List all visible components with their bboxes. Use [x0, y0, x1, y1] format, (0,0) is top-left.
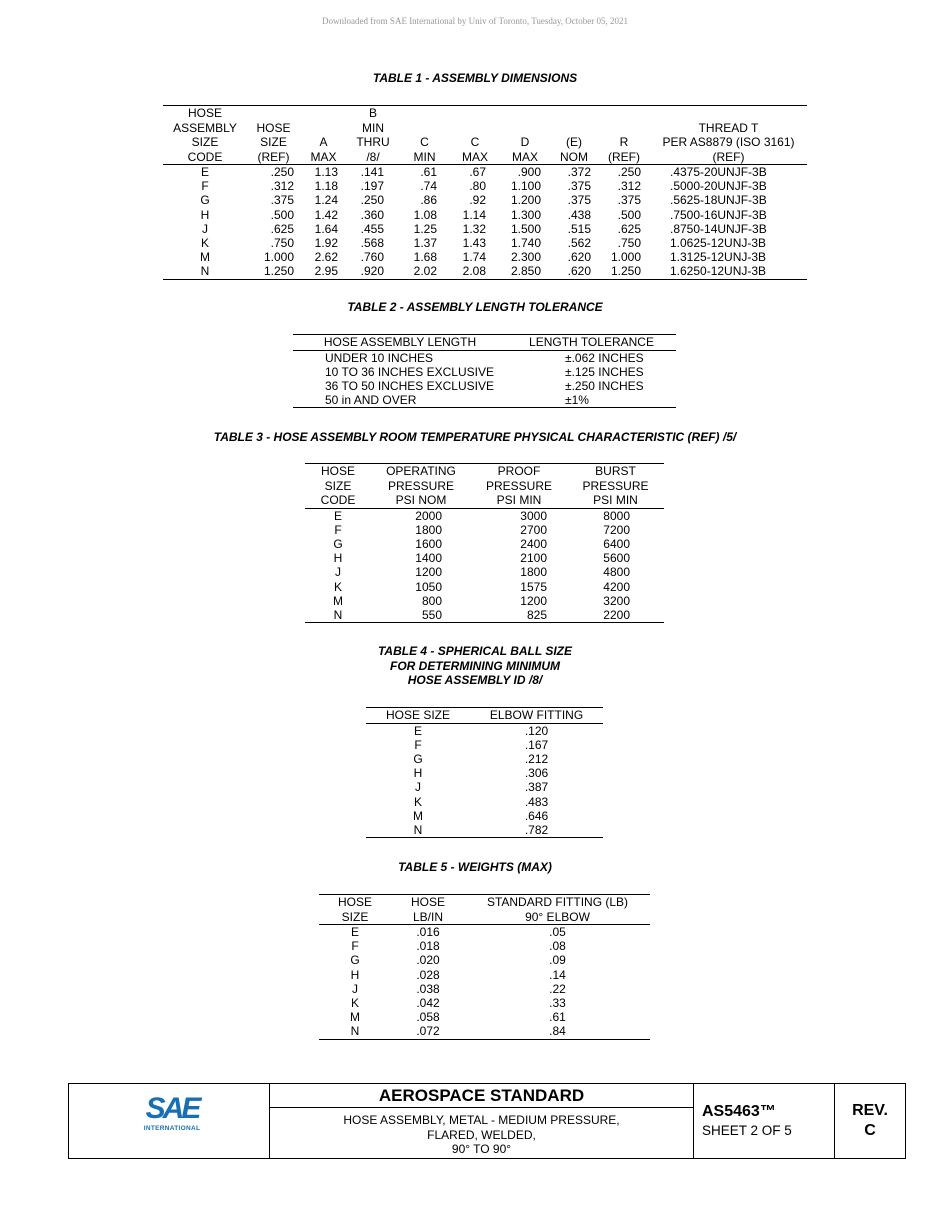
column-header: (E): [566, 135, 582, 149]
sheet-number: SHEET 2 OF 5: [702, 1123, 792, 1138]
column-header: 90° ELBOW: [465, 910, 650, 925]
table-cell: .61: [549, 1010, 566, 1025]
table-row: [319, 996, 650, 1010]
table-row: [366, 795, 603, 809]
column-header: R: [619, 135, 629, 149]
column-header: (REF): [598, 150, 650, 165]
table-cell: ±.125 INCHES: [565, 364, 644, 379]
sae-logo-subtext: INTERNATIONAL: [143, 1125, 201, 1132]
table-cell: 1200: [520, 593, 547, 608]
table-row: [305, 508, 664, 523]
table-cell: 1200: [415, 565, 442, 580]
table-cell: 1.000: [610, 250, 641, 265]
table-cell: .375: [617, 193, 641, 208]
table-row: [319, 968, 650, 982]
table-cell: .500: [617, 207, 641, 222]
table-cell: 1600: [415, 536, 442, 551]
table-row: [366, 752, 603, 766]
column-header: HOSE: [305, 464, 371, 479]
table-cell: 1.000: [263, 250, 294, 265]
column-header-blank: [450, 121, 500, 136]
column-header: PSI NOM: [371, 493, 471, 508]
table1-assembly-dimensions: [163, 105, 807, 280]
table-row: [366, 723, 603, 738]
table-cell: 2200: [567, 608, 664, 623]
table-cell: .625: [617, 221, 641, 236]
column-header-blank: [399, 106, 450, 121]
table-cell: F: [351, 939, 359, 954]
document-number-cell: [694, 1084, 835, 1158]
table-cell: 4200: [603, 579, 630, 594]
table-row: [319, 1024, 650, 1039]
table-cell: 1575: [520, 579, 547, 594]
table-cell: .22: [549, 981, 566, 996]
table-row: [305, 608, 664, 623]
table-cell: .09: [549, 953, 566, 968]
column-header-blank: [598, 121, 650, 136]
table-cell: 1.74: [462, 250, 486, 265]
column-header: LB/IN: [391, 910, 465, 925]
table-cell: 1.92: [314, 236, 338, 251]
table-row: [305, 594, 664, 608]
table-cell: G: [350, 953, 360, 968]
column-header: MAX: [450, 150, 500, 165]
column-header: STANDARD FITTING (LB): [465, 895, 650, 910]
column-header-blank: [500, 106, 550, 121]
table-cell: .250: [270, 165, 294, 179]
table-cell: .375: [567, 179, 591, 194]
table-cell: .167: [524, 737, 549, 752]
table-cell: .14: [549, 967, 566, 982]
table-cell: G: [200, 193, 210, 208]
table-cell: 2.62: [314, 250, 338, 265]
download-banner: Downloaded from SAE International by Univ of Toronto, Tuesday, October 05, 2021: [321, 16, 629, 26]
table-row: [319, 939, 650, 953]
column-header: HOSE: [163, 106, 247, 121]
table-cell: .61: [420, 165, 437, 179]
table-cell: .042: [416, 996, 440, 1011]
column-header: PRESSURE: [387, 478, 455, 493]
column-header: SIZE: [260, 135, 287, 149]
table-cell: .020: [416, 953, 440, 968]
table-cell: .620: [567, 250, 591, 265]
column-header: SIZE: [324, 478, 352, 493]
table-cell: 2100: [520, 551, 547, 566]
table-cell: 1800: [520, 565, 547, 580]
table-cell: 1.3125-12UNJ-3B: [670, 250, 767, 265]
table-cell: .372: [567, 165, 591, 179]
table-cell: E: [413, 723, 422, 738]
table-cell: 2700: [520, 522, 547, 537]
table-cell: 1.32: [462, 221, 486, 236]
column-header: /8/: [347, 150, 399, 165]
table-cell: .141: [360, 165, 384, 179]
table-cell: 10 TO 36 INCHES EXCLUSIVE: [325, 364, 494, 379]
table-cell: E: [333, 508, 342, 523]
column-header: PRESSURE: [485, 478, 553, 493]
standard-title-cell: [270, 1084, 694, 1158]
table-cell: 5600: [603, 551, 630, 566]
table-cell: .375: [567, 193, 591, 208]
table-cell: H: [333, 551, 343, 566]
standard-subtitle-line-1: HOSE ASSEMBLY, METAL - MEDIUM PRESSURE,: [343, 1113, 620, 1127]
column-header: LENGTH TOLERANCE: [507, 335, 676, 351]
table-cell: .750: [617, 236, 641, 251]
table-cell: H: [200, 207, 210, 222]
table-cell: 1.14: [462, 207, 486, 222]
table-cell: N: [319, 1024, 391, 1039]
column-header: MIN: [399, 150, 450, 165]
table-row: [305, 565, 664, 579]
revision-cell: [835, 1084, 905, 1158]
table-cell: .375: [270, 193, 294, 208]
table-row: [319, 953, 650, 967]
table-cell: .306: [524, 766, 549, 781]
table-cell: ±.062 INCHES: [565, 350, 644, 365]
table-cell: 1.68: [413, 250, 437, 265]
table-cell: F: [414, 737, 422, 752]
table-cell: 1.43: [462, 236, 486, 251]
column-header: CODE: [163, 150, 247, 165]
table-cell: M: [413, 808, 423, 823]
table-row: [305, 551, 664, 565]
table-cell: 1.250: [598, 264, 650, 279]
table-cell: .120: [524, 723, 549, 738]
table-cell: .250: [360, 193, 384, 208]
table-cell: 1800: [415, 522, 442, 537]
table-row: [305, 580, 664, 594]
column-header: HOSE: [256, 120, 291, 135]
table-cell: N: [305, 608, 371, 623]
column-header: A: [319, 135, 328, 149]
document-number: AS5463™: [702, 1103, 776, 1120]
table-row: [319, 982, 650, 996]
table-cell: E: [200, 165, 209, 179]
table-cell: .8750-14UNJF-3B: [670, 221, 767, 236]
table-cell: 550: [371, 608, 471, 623]
table-row: [163, 208, 807, 222]
table-cell: .7500-16UNJF-3B: [670, 207, 767, 222]
sae-logo-mark: SAE: [145, 1092, 199, 1125]
table-cell: 800: [421, 593, 442, 608]
table-cell: .92: [469, 193, 486, 208]
table-cell: G: [333, 536, 343, 551]
column-header: SIZE: [191, 135, 219, 149]
column-header-blank: [598, 106, 650, 121]
column-header: C: [470, 135, 480, 149]
table-cell: .028: [416, 967, 440, 982]
column-header: HOSE: [319, 895, 391, 910]
table-cell: .74: [420, 179, 437, 194]
table-cell: 1.500: [510, 221, 541, 236]
table-cell: .018: [416, 939, 440, 954]
table-cell: 4800: [603, 565, 630, 580]
table-cell: 1.24: [314, 193, 338, 208]
table-cell: .625: [270, 221, 294, 236]
table-cell: 825: [471, 608, 567, 623]
table-cell: H: [413, 766, 423, 781]
table-cell: 2.02: [399, 264, 450, 279]
table-cell: .250: [617, 165, 641, 179]
table-row: [293, 350, 676, 365]
table-cell: .197: [360, 179, 384, 194]
table-row: [319, 925, 650, 940]
column-header: ASSEMBLY: [173, 120, 237, 135]
column-header: HOSE: [391, 895, 465, 910]
column-header: MAX: [500, 150, 550, 165]
column-header-blank: [450, 106, 500, 121]
table-cell: J: [352, 981, 358, 996]
table4-spherical-ball-size: [366, 707, 603, 838]
table-cell: N: [366, 823, 470, 838]
table-cell: 1.13: [314, 165, 338, 179]
table-cell: .782: [470, 823, 603, 838]
table-row: [366, 780, 603, 794]
table-cell: .646: [524, 808, 549, 823]
column-header: THRU: [356, 135, 390, 149]
table-row: [305, 537, 664, 551]
column-header-blank: [550, 121, 598, 136]
table-cell: .016: [416, 925, 440, 939]
column-header-blank: [300, 106, 347, 121]
table-cell: J: [202, 221, 208, 236]
table-row: [293, 365, 676, 379]
table-cell: H: [350, 967, 360, 982]
column-header-blank: [300, 121, 347, 136]
revision-label: REV.: [852, 1102, 888, 1119]
table-cell: .058: [416, 1010, 440, 1025]
table-cell: .920: [347, 264, 399, 279]
table-cell: 1050: [415, 579, 442, 594]
table-row: [163, 264, 807, 279]
table4-title: [0, 644, 950, 688]
table-cell: J: [415, 780, 421, 795]
table-cell: 1.0625-12UNJ-3B: [670, 236, 767, 251]
table-cell: 1.300: [510, 207, 541, 222]
table-cell: .4375-20UNJF-3B: [670, 165, 767, 179]
revision: [835, 1101, 905, 1141]
column-header: ELBOW FITTING: [470, 708, 603, 724]
table-cell: .212: [524, 751, 549, 766]
table-row: [319, 1010, 650, 1024]
table-cell: K: [350, 996, 359, 1011]
table-row: [163, 179, 807, 193]
title-block: [68, 1083, 906, 1159]
table-cell: .312: [270, 179, 294, 194]
table-cell: .33: [549, 996, 566, 1011]
table-row: [163, 193, 807, 207]
column-header: PSI MIN: [471, 493, 567, 508]
table-cell: 1.200: [510, 193, 541, 208]
table-cell: ±.250 INCHES: [565, 378, 644, 393]
table-cell: .900: [517, 165, 541, 179]
table-cell: 1.37: [413, 236, 437, 251]
table-row: [163, 165, 807, 180]
table2-title: TABLE 2 - ASSEMBLY LENGTH TOLERANCE: [347, 300, 603, 314]
column-header: (REF): [247, 150, 300, 165]
table-cell: 1400: [415, 551, 442, 566]
column-header: PER AS8879 (ISO 3161): [662, 135, 795, 149]
standard-subtitle-line-3: 90° TO 90°: [451, 1142, 512, 1156]
table-cell: 36 TO 50 INCHES EXCLUSIVE: [325, 378, 494, 393]
column-header: C: [420, 135, 429, 149]
table-cell: .5625-18UNJF-3B: [670, 193, 767, 208]
column-header: D: [520, 135, 530, 149]
column-header: MAX: [300, 150, 347, 165]
table-cell: .67: [469, 165, 486, 179]
table-cell: .387: [524, 780, 549, 795]
table-cell: 2.95: [300, 264, 347, 279]
table-row: [163, 236, 807, 250]
table-cell: 2400: [520, 536, 547, 551]
column-header: OPERATING: [371, 464, 471, 479]
table-cell: .072: [391, 1024, 465, 1039]
table-cell: ±1%: [507, 393, 676, 408]
column-header-blank: [650, 106, 807, 121]
revision-value: C: [864, 1122, 876, 1139]
table-cell: .84: [465, 1024, 650, 1039]
table-cell: .360: [360, 207, 384, 222]
standard-subtitle: [270, 1108, 693, 1157]
table-cell: J: [335, 565, 341, 580]
table-cell: 1.250: [247, 264, 300, 279]
column-header: PSI MIN: [567, 493, 664, 508]
column-header: PRESSURE: [582, 478, 649, 493]
column-header: HOSE ASSEMBLY LENGTH: [293, 335, 507, 351]
table-row: [366, 766, 603, 780]
table-cell: M: [333, 593, 343, 608]
table-cell: .750: [270, 236, 294, 251]
table5-title: TABLE 5 - WEIGHTS (MAX): [398, 860, 552, 874]
sae-logo: [137, 1093, 207, 1132]
table-cell: N: [163, 264, 247, 279]
table-row: [366, 809, 603, 823]
table3-physical-characteristics: [305, 463, 664, 623]
table-cell: .80: [469, 179, 486, 194]
table-cell: G: [413, 751, 423, 766]
table-cell: 1.64: [314, 221, 338, 236]
table5-weights: [319, 894, 650, 1040]
table-cell: M: [200, 250, 210, 265]
table-cell: 8000: [603, 508, 630, 523]
table-cell: .620: [550, 264, 598, 279]
column-header: SIZE: [319, 910, 391, 925]
table-cell: M: [350, 1010, 360, 1025]
table-cell: .05: [549, 925, 566, 939]
column-header: HOSE SIZE: [366, 708, 470, 724]
table-cell: .483: [524, 794, 549, 809]
table-cell: .08: [549, 939, 566, 954]
table-cell: .438: [567, 207, 591, 222]
table-cell: 1.100: [510, 179, 541, 194]
table-cell: 2.300: [510, 250, 541, 265]
table-cell: .500: [270, 207, 294, 222]
table-cell: .515: [567, 221, 591, 236]
column-header: CODE: [305, 493, 371, 508]
table-cell: 50 in AND OVER: [293, 393, 507, 408]
table-cell: 1.25: [413, 221, 437, 236]
table-row: [293, 379, 676, 393]
table-row: [366, 823, 603, 838]
table-cell: 2000: [415, 508, 442, 523]
table-cell: 2.850: [500, 264, 550, 279]
table1-title: TABLE 1 - ASSEMBLY DIMENSIONS: [372, 71, 578, 85]
table-cell: 3000: [520, 508, 547, 523]
standard-subtitle-line-2: FLARED, WELDED,: [427, 1127, 536, 1142]
column-header-blank: [550, 106, 598, 121]
column-header: THREAD T: [698, 120, 759, 135]
table-cell: .760: [360, 250, 384, 265]
table-cell: K: [200, 236, 209, 251]
table-row: [305, 523, 664, 537]
table-cell: .562: [567, 236, 591, 251]
table-cell: .038: [416, 981, 440, 996]
table-cell: K: [333, 579, 342, 594]
table-cell: .86: [420, 193, 437, 208]
table-cell: F: [201, 179, 209, 194]
logo-cell: [69, 1084, 270, 1158]
table-cell: K: [413, 794, 422, 809]
column-header: BURST: [567, 464, 664, 479]
table-row: [366, 738, 603, 752]
table-cell: .455: [360, 221, 384, 236]
table-cell: 1.740: [510, 236, 541, 251]
table-cell: 1.6250-12UNJ-3B: [650, 264, 807, 279]
table-row: [293, 393, 676, 408]
table-cell: 3200: [603, 593, 630, 608]
column-header: NOM: [550, 150, 598, 165]
table-cell: 1.18: [314, 179, 338, 194]
column-header: B: [347, 106, 399, 121]
table-row: [163, 222, 807, 236]
table3-title: TABLE 3 - HOSE ASSEMBLY ROOM TEMPERATURE PHYSICAL CHARACTERISTIC (REF) /5/: [213, 430, 737, 444]
table4-title-line-1: TABLE 4 - SPHERICAL BALL SIZE: [377, 644, 572, 658]
column-header: (REF): [650, 150, 807, 165]
table-cell: 6400: [603, 536, 630, 551]
table-cell: 1.08: [413, 207, 437, 222]
table2-assembly-length-tolerance: [293, 334, 676, 408]
table-cell: 1.42: [314, 207, 338, 222]
table-cell: .5000-20UNJF-3B: [670, 179, 767, 194]
table-cell: .568: [360, 236, 384, 251]
column-header-blank: [500, 121, 550, 136]
table-cell: 2.08: [450, 264, 500, 279]
table-cell: F: [334, 522, 342, 537]
table-cell: .312: [617, 179, 641, 194]
table-cell: UNDER 10 INCHES: [325, 350, 434, 365]
column-header-blank: [247, 106, 300, 121]
table4-title-line-3: HOSE ASSEMBLY ID /8/: [407, 673, 543, 687]
table4-title-line-2: FOR DETERMINING MINIMUM: [390, 658, 560, 673]
table-row: [163, 250, 807, 264]
column-header: MIN: [362, 120, 384, 135]
table-cell: 7200: [603, 522, 630, 537]
column-header-blank: [399, 121, 450, 136]
table-cell: E: [350, 925, 359, 939]
column-header: PROOF: [471, 464, 567, 479]
standard-title: AEROSPACE STANDARD: [270, 1084, 693, 1108]
